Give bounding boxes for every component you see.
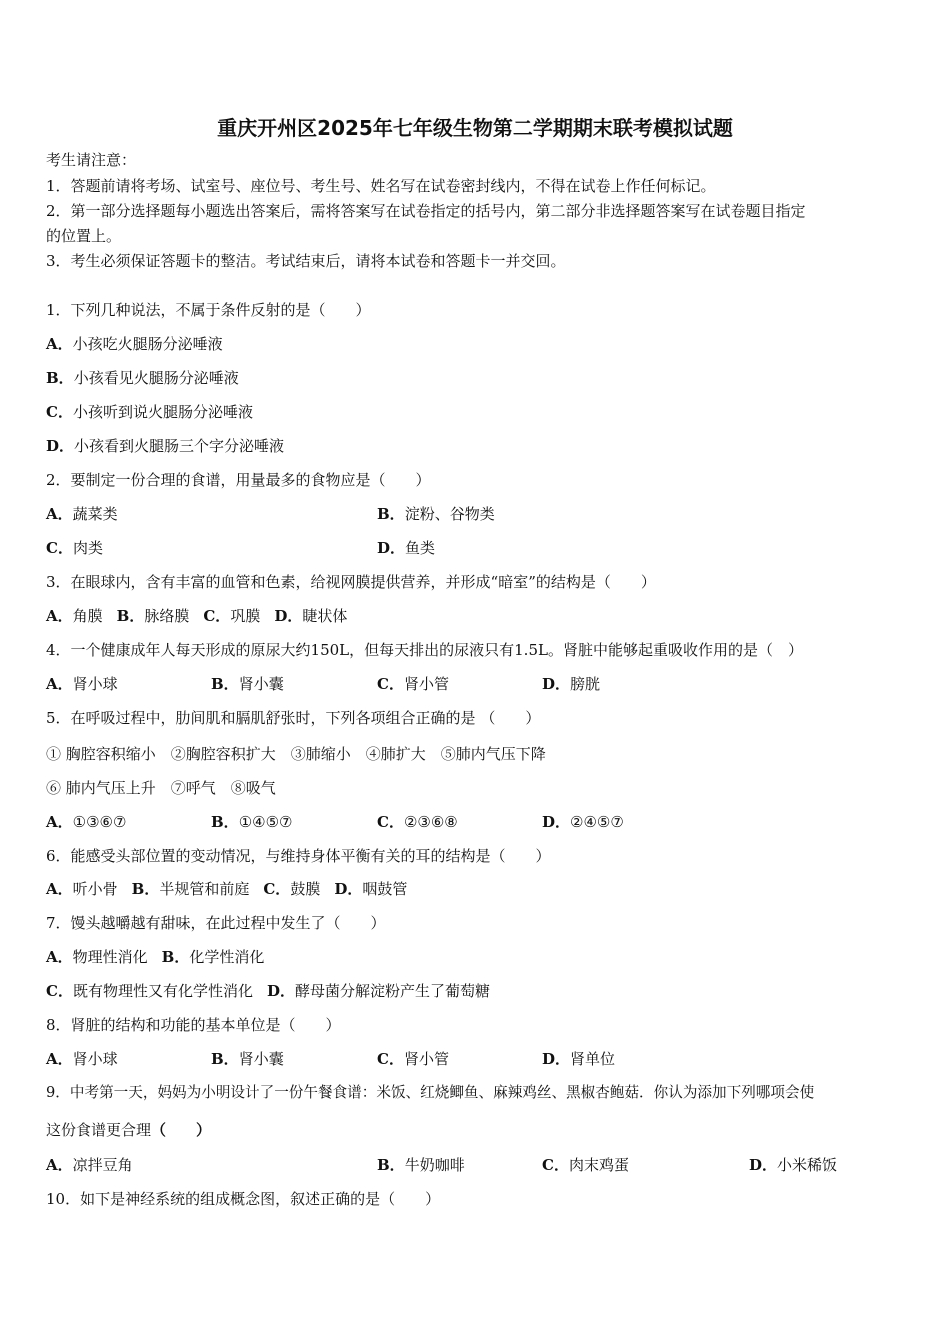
question-9-stem-text: 这份食谱更合理 [46, 1121, 152, 1139]
option-text: 巩膜 [230, 607, 261, 625]
option-text: 肉类 [72, 539, 103, 557]
question-5-option-d [542, 812, 624, 832]
option-label: C． [203, 607, 231, 625]
option-text: 肾小囊 [238, 675, 284, 693]
question-4-option-b [211, 674, 284, 694]
option-label: D． [749, 1156, 778, 1174]
option-label: A． [46, 1050, 73, 1068]
notice-item-3: 3．考生必须保证答题卡的整洁。考试结束后，请将本试卷和答题卡一并交回。 [46, 252, 566, 270]
notice-item-2: 2．第一部分选择题每小题选出答案后，需将答案写在试卷指定的括号内，第二部分非选择题答案写在试卷题目指定 [46, 202, 806, 220]
question-1-stem: 1．下列几种说法，不属于条件反射的是（ ） [46, 301, 371, 319]
question-4-option-c [377, 674, 449, 694]
option-text: 小孩看到火腿肠三个字分泌唾液 [74, 437, 285, 455]
option-label: A． [46, 1156, 73, 1174]
answer-parentheses: （ ） [151, 1121, 212, 1139]
question-1-option-c [46, 402, 253, 422]
option-label: B． [211, 675, 239, 693]
option-text: 凉拌豆角 [72, 1156, 133, 1174]
option-text: 咽鼓管 [362, 880, 408, 898]
question-7-options-row-1 [46, 947, 264, 967]
question-8-stem: 8．肾脏的结构和功能的基本单位是（ ） [46, 1016, 341, 1034]
option-label: C． [377, 813, 404, 831]
question-9-option-a [46, 1155, 133, 1175]
option-text: 肾小囊 [238, 1050, 284, 1068]
question-3-stem: 3．在眼球内，含有丰富的血管和色素，给视网膜提供营养，并形成“暗室”的结构是（ ） [46, 573, 656, 591]
option-text: ①④⑤⑦ [238, 813, 293, 831]
option-text: 小孩吃火腿肠分泌唾液 [72, 335, 223, 353]
question-2-stem: 2．要制定一份合理的食谱，用量最多的食物应是（ ） [46, 471, 431, 489]
option-label: C． [46, 403, 73, 421]
question-10-stem: 10．如下是神经系统的组成概念图，叙述正确的是（ ） [46, 1190, 441, 1208]
option-label: B． [116, 607, 145, 625]
question-8-option-c [377, 1049, 449, 1069]
option-label: C． [263, 880, 291, 898]
option-label: D． [334, 880, 363, 898]
option-label: D． [542, 675, 571, 693]
option-text: 肾小管 [403, 675, 449, 693]
option-text: 小米稀饭 [777, 1156, 838, 1174]
option-text: 肾单位 [570, 1050, 616, 1068]
question-9-stem-line-2 [46, 1120, 211, 1140]
option-text: 蔬菜类 [72, 505, 118, 523]
question-4-stem: 4．一个健康成年人每天形成的原尿大约150L，但每天排出的尿液只有1.5L。肾脏中能够起重吸收作用的是（ ） [46, 641, 803, 659]
question-7-options-row-2 [46, 981, 490, 1001]
option-text: ①③⑥⑦ [72, 813, 127, 831]
option-text: ②③⑥⑧ [403, 813, 458, 831]
option-label: A． [46, 335, 73, 353]
question-1-option-b [46, 368, 239, 388]
option-text: 肉末鸡蛋 [568, 1156, 629, 1174]
option-label: B． [46, 369, 74, 387]
option-label: B． [161, 948, 190, 966]
question-4-option-a [46, 674, 118, 694]
option-text: 角膜 [72, 607, 103, 625]
page-title: 重庆开州区2025年七年级生物第二学期期末联考模拟试题 [217, 116, 733, 140]
question-2-option-b [377, 504, 495, 524]
option-label: D． [377, 539, 406, 557]
option-text: ②④⑤⑦ [570, 813, 624, 831]
option-text: 脉络膜 [144, 607, 190, 625]
question-5-option-a [46, 812, 126, 832]
question-6-stem: 6．能感受头部位置的变动情况，与维持身体平衡有关的耳的结构是（ ） [46, 847, 551, 865]
option-label: A． [46, 607, 73, 625]
question-1-option-a [46, 334, 223, 354]
question-4-option-d [542, 674, 600, 694]
option-text: 睫状体 [302, 607, 348, 625]
notice-item-2-cont: 的位置上。 [46, 227, 122, 245]
question-5-stem: 5．在呼吸过程中，肋间肌和膈肌舒张时，下列各项组合正确的是 （ ） [46, 709, 541, 727]
option-text: 酵母菌分解淀粉产生了葡萄糖 [294, 982, 490, 1000]
option-label: C． [377, 1050, 404, 1068]
option-label: D． [542, 1050, 571, 1068]
question-5-option-b [211, 812, 292, 832]
option-label: A． [46, 880, 73, 898]
option-label: A． [46, 675, 73, 693]
option-text: 小孩听到说火腿肠分泌唾液 [72, 403, 253, 421]
question-8-option-a [46, 1049, 118, 1069]
question-6-options [46, 879, 407, 899]
option-text: 淀粉、谷物类 [404, 505, 495, 523]
option-text: 小孩看见火腿肠分泌唾液 [73, 369, 239, 387]
option-label: A． [46, 948, 73, 966]
question-9-option-b [377, 1155, 465, 1175]
option-label: D． [266, 982, 295, 1000]
question-8-option-b [211, 1049, 284, 1069]
option-text: 半规管和前庭 [159, 880, 250, 898]
question-5-choices-line-1: ① 胸腔容积缩小 ②胸腔容积扩大 ③肺缩小 ④肺扩大 ⑤肺内气压下降 [46, 745, 546, 763]
question-9-option-d [749, 1155, 837, 1175]
option-text: 膀胱 [570, 675, 601, 693]
option-text: 听小骨 [72, 880, 118, 898]
option-label: B． [377, 1156, 405, 1174]
option-text: 鱼类 [405, 539, 436, 557]
option-label: C． [46, 539, 73, 557]
option-label: C． [377, 675, 404, 693]
notice-item-1: 1．答题前请将考场、试室号、座位号、考生号、姓名写在试卷密封线内，不得在试卷上作任何标记。 [46, 177, 716, 195]
question-7-stem: 7．馒头越嚼越有甜味，在此过程中发生了（ ） [46, 914, 386, 932]
option-label: B． [377, 505, 405, 523]
option-text: 肾小球 [72, 675, 118, 693]
option-text: 牛奶咖啡 [404, 1156, 465, 1174]
question-2-option-c [46, 538, 103, 558]
option-label: B． [211, 1050, 239, 1068]
question-9-option-c [542, 1155, 629, 1175]
question-2-option-a [46, 504, 118, 524]
option-text: 肾小球 [72, 1050, 118, 1068]
option-label: A． [46, 813, 73, 831]
option-label: B． [131, 880, 160, 898]
question-5-option-c [377, 812, 458, 832]
option-label: C． [46, 982, 73, 1000]
option-label: D． [542, 813, 571, 831]
option-label: B． [211, 813, 239, 831]
option-label: A． [46, 505, 73, 523]
option-label: C． [542, 1156, 569, 1174]
option-text: 化学性消化 [189, 948, 265, 966]
question-9-stem-line-1: 9．中考第一天，妈妈为小明设计了一份午餐食谱：米饭、红烧鲫鱼、麻辣鸡丝、黑椒杏鲍菇．你认为添加下列哪项会使 [46, 1084, 815, 1101]
option-text: 肾小管 [403, 1050, 449, 1068]
notice-heading: 考生请注意： [46, 151, 137, 169]
question-1-option-d [46, 436, 284, 456]
question-8-option-d [542, 1049, 615, 1069]
option-text: 物理性消化 [72, 948, 148, 966]
question-2-option-d [377, 538, 435, 558]
question-3-options [46, 606, 347, 626]
question-5-choices-line-2: ⑥ 肺内气压上升 ⑦呼气 ⑧吸气 [46, 779, 276, 797]
option-label: D． [46, 437, 75, 455]
option-label: D． [274, 607, 303, 625]
option-text: 鼓膜 [290, 880, 321, 898]
option-text: 既有物理性又有化学性消化 [72, 982, 253, 1000]
